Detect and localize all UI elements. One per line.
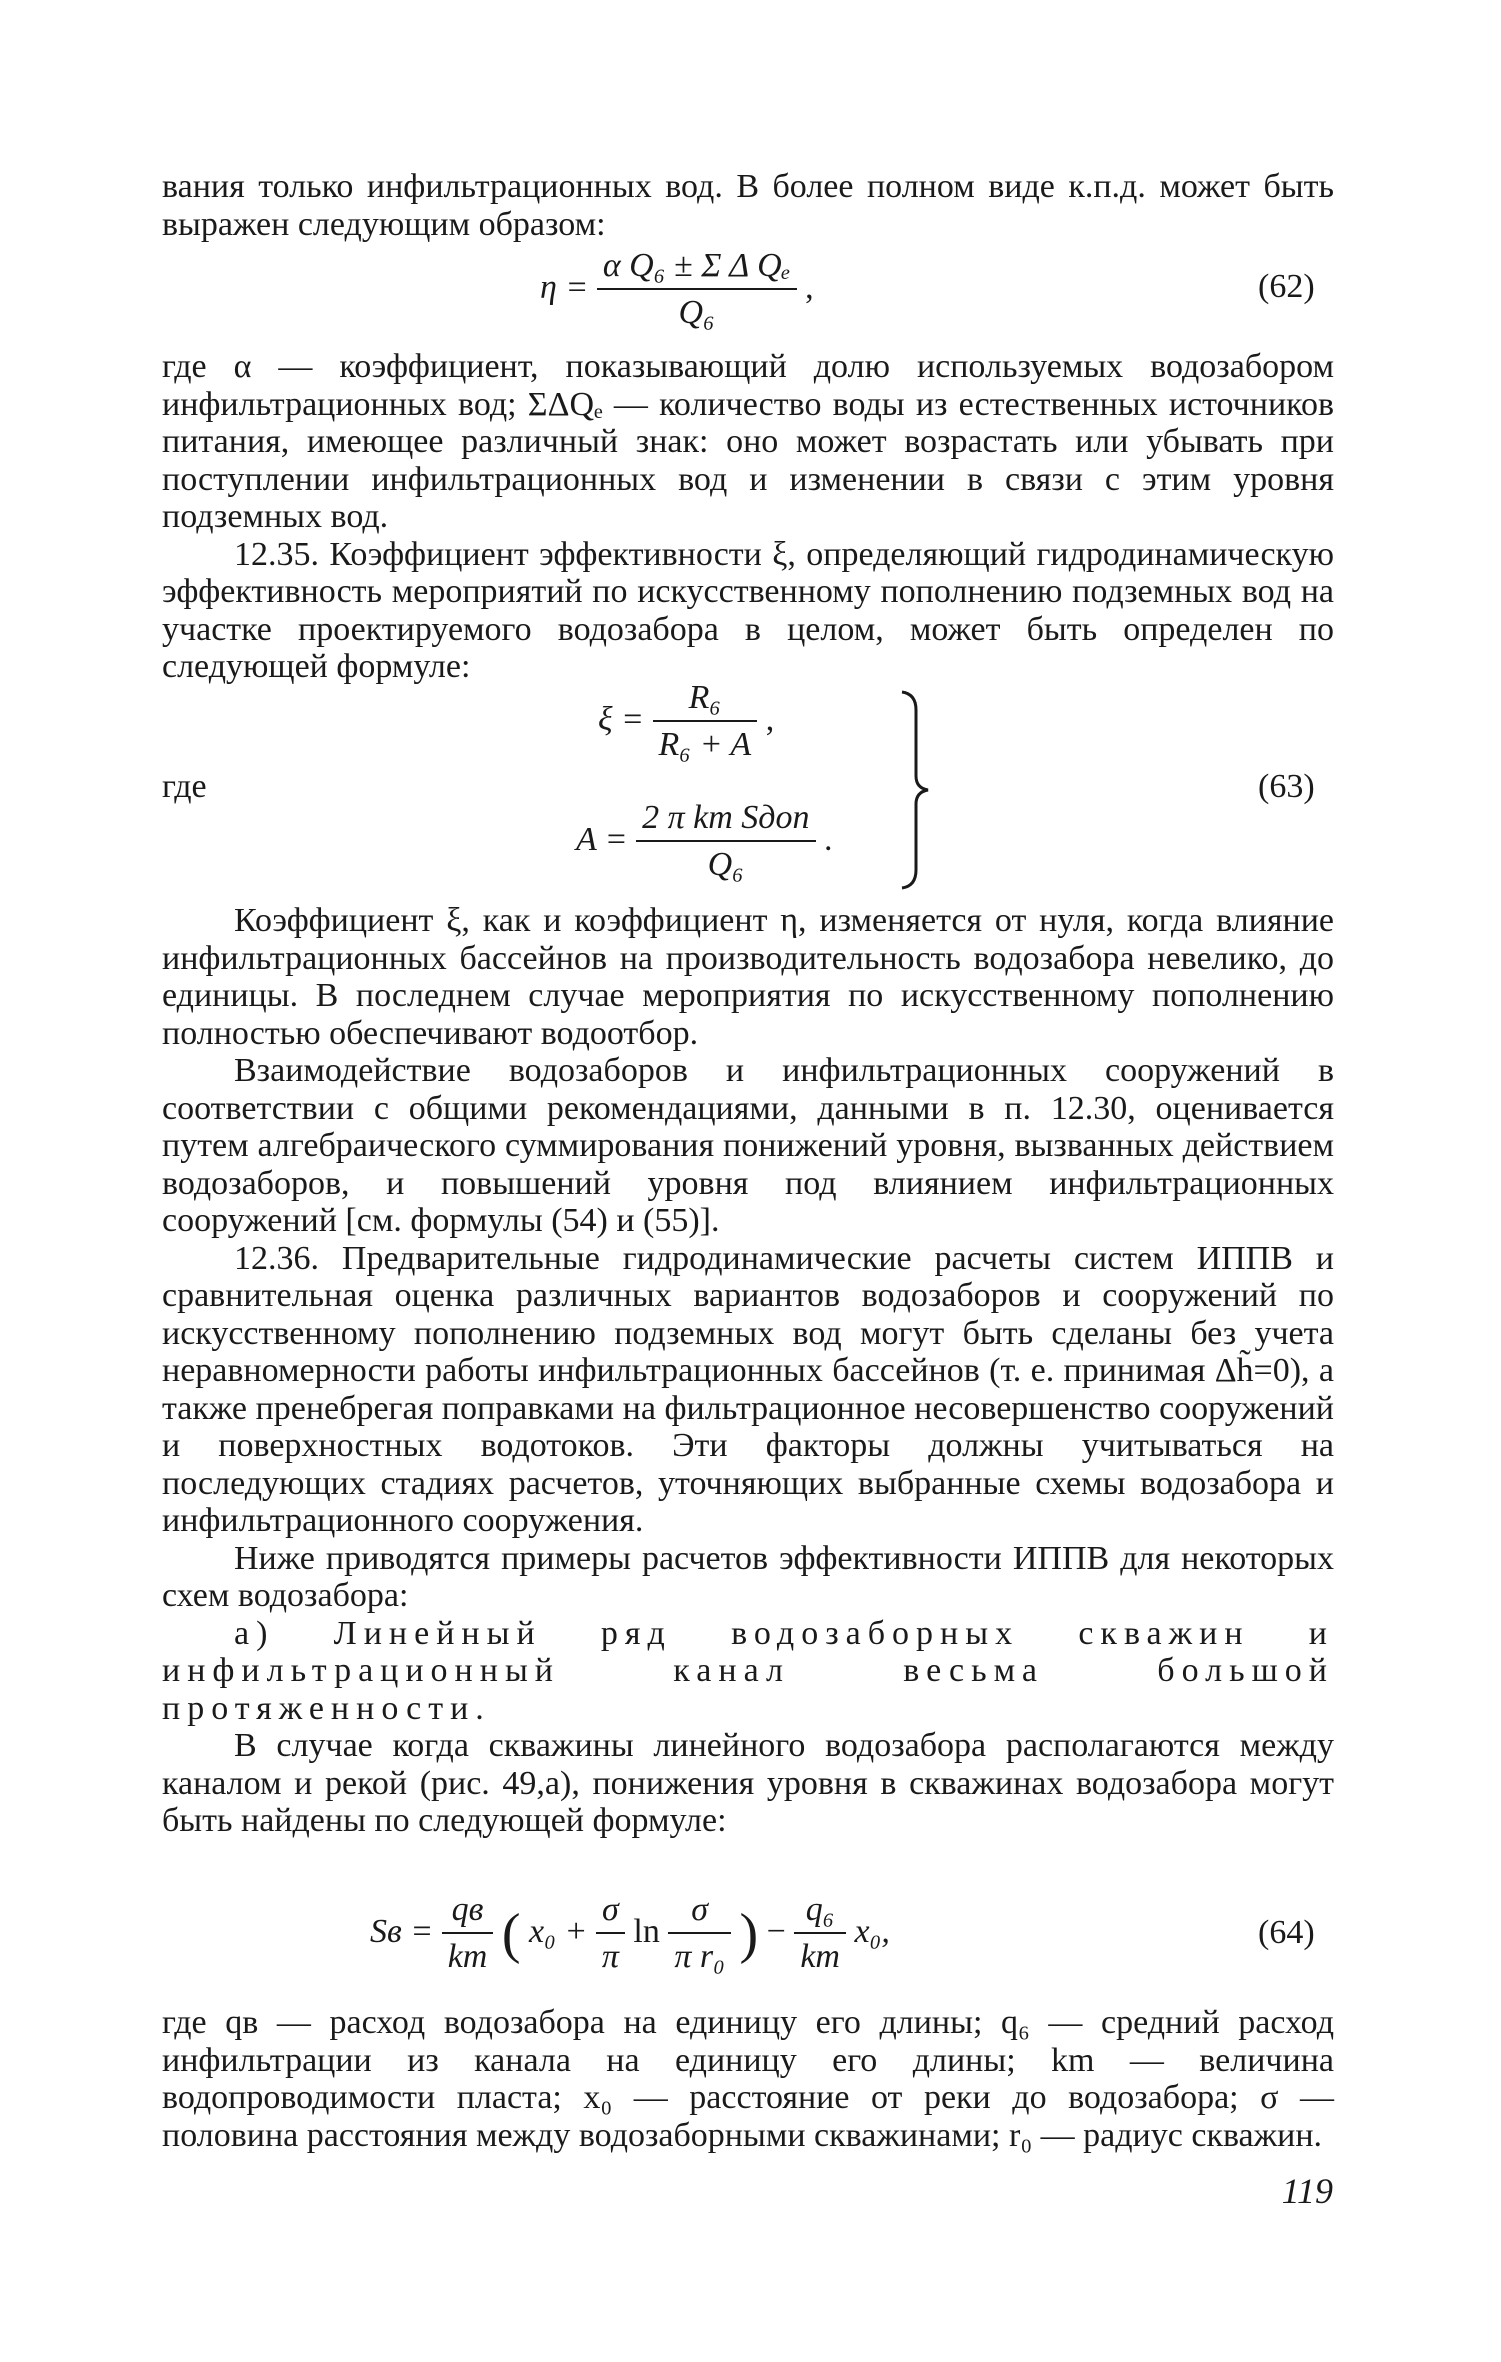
- formula-63-a-fraction: [636, 796, 815, 888]
- paragraph-examples-intro: Ниже приводятся примеры расчетов эффективности ИППВ для некоторых схем водозабора:: [162, 1539, 1334, 1614]
- formula-64-f2-denominator: π: [601, 1938, 619, 1975]
- formula-63-xi-lhs: ξ =: [598, 700, 645, 738]
- formula-63-a-lhs: A =: [576, 820, 628, 858]
- formula-62: [540, 244, 814, 336]
- formula-64-x0-second: x₀,: [854, 1912, 890, 1950]
- formula-63-xi-comma: ,: [765, 700, 775, 738]
- paragraph-case-a-description: В случае когда скважины линейного водозабора располагаются между каналом и рекой (рис. 49,а), понижения уровня в скважинах водозабора могут быть найдены по следующей формуле:: [162, 1727, 1334, 1839]
- formula-63-a-numerator: 2 π km Sдоп: [636, 796, 815, 842]
- formula-64-fraction-2: [596, 1888, 625, 1980]
- text-block-top: [162, 168, 1334, 243]
- formula-64-ln: ln: [633, 1912, 660, 1950]
- paragraph-case-a: а) Линейный ряд водозаборных скважин и инфильтрационный канал весьма большой протяженности.: [162, 1614, 1334, 1727]
- paragraph-12-36: 12.36. Предварительные гидродинамические расчеты систем ИППВ и сравнительная оценка различных вариантов водозаборов и сооружений по искусственному пополнению подземных вод могут быть сделаны без учета неравномерности работы инфильтрационных бассейнов (т. е. принимая Δh̃=0), а также пренебрегая поправками на фильтрационное несовершенство сооружений и поверхностных водотоков. Эти факторы должны учитываться на последующих стадиях расчетов, уточняющих выбранные схемы водозабора и инфильтрационного сооружения.: [162, 1239, 1334, 1539]
- formula-64-f3-numerator: σ: [668, 1888, 731, 1934]
- paragraph-where-qv: где qв — расход водозабора на единицу его длины; q₆ — средний расход инфильтрации из канала на единицу его длины; km — величина водопроводимости пласта; x₀ — расстояние от реки до водозабора; σ — половина расстояния между водозаборными скважинами; r₀ — радиус скважин.: [162, 2004, 1334, 2154]
- formula-63-xi-numerator: R₆: [653, 676, 758, 722]
- formula-64-close-paren: ): [739, 1903, 759, 1965]
- formula-63-xi-denominator: R₆ + A: [658, 726, 752, 763]
- formula-64-f2-numerator: σ: [596, 1888, 625, 1934]
- formula-62-denominator: Q₆: [678, 294, 715, 331]
- paragraph-where-alpha: где α — коэффициент, показывающий долю используемых водозабором инфильтрационных вод; ΣΔQₑ — количество воды из естественных источников питания, имеющее различный знак: оно может возрастать или убывать при поступлении инфильтрационных вод и изменении в связи с этим уровня подземных вод.: [162, 348, 1334, 535]
- text-block-middle-2: [162, 902, 1334, 1840]
- formula-64-open-paren: (: [501, 1903, 521, 1965]
- formula-64-f4-numerator: q₆: [794, 1888, 846, 1934]
- formula-64-fraction-1: [442, 1888, 494, 1980]
- formula-63-xi-fraction: [653, 676, 758, 768]
- formula-64-fraction-4: [794, 1888, 846, 1980]
- formula-64-minus: −: [766, 1912, 786, 1950]
- formula-64-f4-denominator: km: [800, 1938, 840, 1975]
- text-block-bottom: [162, 2004, 1334, 2154]
- formula-64-lhs: Sв =: [370, 1912, 434, 1950]
- formula-62-numerator: α Q₆ ± Σ Δ Qₑ: [597, 244, 797, 290]
- formula-64: [370, 1888, 890, 1980]
- formula-63-xi: [598, 676, 774, 768]
- formula-62-fraction: [597, 244, 797, 336]
- formula-63-a: [576, 796, 833, 888]
- formula-64-fraction-3: [668, 1888, 731, 1980]
- page-number: 119: [1281, 2171, 1333, 2211]
- formula-64-x0-first: x₀ +: [529, 1912, 588, 1950]
- right-brace-icon: [898, 690, 932, 890]
- equation-number-64: (64): [1258, 1914, 1315, 1951]
- paragraph-interaction: Взаимодействие водозаборов и инфильтрационных сооружений в соответствии с общими рекомендациями, данными в п. 12.30, оценивается путем алгебраического суммирования понижений уровня, вызванных действием водозаборов, и повышений уровня под влиянием инфильтрационных сооружений [см. формулы (54) и (55)].: [162, 1052, 1334, 1239]
- paragraph-coefficient-xi: Коэффициент ξ, как и коэффициент η, изменяется от нуля, когда влияние инфильтрационных бассейнов на производительность водозабора невелико, до единицы. В последнем случае мероприятия по искусственному пополнению полностью обеспечивают водоотбор.: [162, 902, 1334, 1052]
- formula-62-lhs: η =: [540, 268, 589, 306]
- equation-number-62: (62): [1258, 268, 1315, 305]
- paragraph-intro: вания только инфильтрационных вод. В более полном виде к.п.д. может быть выражен следующим образом:: [162, 168, 1334, 243]
- text-block-middle-1: [162, 348, 1334, 686]
- formula-63-a-period: .: [824, 820, 833, 858]
- formula-64-f1-denominator: km: [447, 1938, 488, 1975]
- formula-62-comma: ,: [805, 268, 814, 306]
- formula-63-where: где: [162, 768, 207, 805]
- formula-64-f1-numerator: qв: [442, 1888, 494, 1934]
- paragraph-12-35: 12.35. Коэффициент эффективности ξ, определяющий гидродинамическую эффективность мероприятий по искусственному пополнению подземных вод на участке проектируемого водозабора в целом, может быть определен по следующей формуле:: [162, 535, 1334, 685]
- equation-number-63: (63): [1258, 768, 1315, 805]
- formula-63-a-denominator: Q₆: [707, 846, 744, 883]
- formula-64-f3-denominator: π r₀: [674, 1938, 725, 1975]
